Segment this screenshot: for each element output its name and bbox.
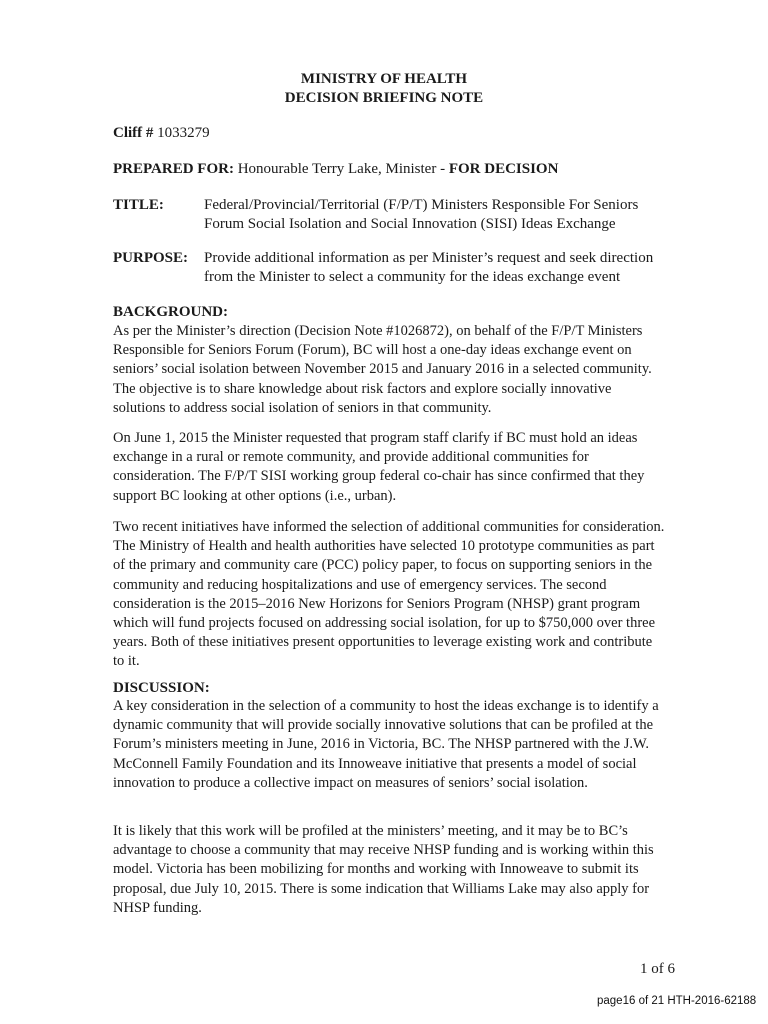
note-type-title: DECISION BRIEFING NOTE — [284, 90, 484, 106]
discussion-paragraph-2: It is likely that this work will be profiled at the ministers’ meeting, and it may be to BC’s advantage to choose a community that may receive NHSP funding and is working within this model. Victoria has been mobilizing for months and working with Innoweave to submit its proposal, due July 10, 2015. There is some indication that Williams Lake may also apply for NHSP funding. — [113, 823, 654, 916]
prepared-for-label: PREPARED FOR: — [113, 161, 234, 177]
background-paragraph-1: As per the Minister’s direction (Decision Note #1026872), on behalf of the F/P/T Ministers Responsible for Seniors Forum (Forum), BC will host a one-day ideas exchange event on seniors’ social isolation between November 2015 and January 2016 in a selected community. The objective is to share knowledge about risk factors and explore socially innovative solutions to address social isolation of seniors in that community. — [113, 323, 652, 416]
cliff-line — [113, 124, 210, 143]
purpose-label: PURPOSE: — [113, 250, 188, 266]
page-number: 1 of 6 — [640, 961, 675, 977]
prepared-for-value: Honourable Terry Lake, Minister - — [237, 161, 446, 177]
ministry-title: MINISTRY OF HEALTH — [300, 71, 468, 87]
discussion-heading: DISCUSSION: — [113, 680, 210, 696]
prepared-for-emphasis: FOR DECISION — [448, 161, 559, 177]
title-label: TITLE: — [113, 197, 164, 213]
background-paragraph-3: Two recent initiatives have informed the selection of additional communities for consideration. The Ministry of Health and health authorities have selected 10 prototype communities as part of the primary and community care (PCC) policy paper, to focus on supporting seniors in the community and reducing hospitalizations and use of emergency services. The second consideration is the 2015–2016 New Horizons for Seniors Program (NHSP) grant program which will fund projects focused on addressing social isolation, for up to $750,000 over three years. Both of these initiatives present opportunities to leverage existing work and contribute to it. — [113, 519, 665, 670]
discussion-paragraph-1: A key consideration in the selection of a community to host the ideas exchange is to identify a dynamic community that will provide socially innovative solutions that can be profiled at the Forum’s ministers meeting in June, 2016 in Victoria, BC. The NHSP partnered with the J.W. McConnell Family Foundation and its Innoweave initiative that presents a model of social innovation to produce a collective impact on measures of seniors’ social isolation. — [113, 698, 659, 791]
background-heading: BACKGROUND: — [113, 304, 228, 320]
background-paragraph-2: On June 1, 2015 the Minister requested that program staff clarify if BC must hold an ideas exchange in a rural or remote community, and provide additional communities for consideration. The F/P/T SISI working group federal co-chair has since confirmed that they support BC looking at other options (i.e., urban). — [113, 430, 645, 504]
purpose-value: Provide additional information as per Minister’s request and seek direction from the Minister to select a community for the ideas exchange event — [204, 250, 654, 285]
title-value: Federal/Provincial/Territorial (F/P/T) Ministers Responsible For Seniors Forum Social Isolation and Social Innovation (SISI) Ideas Exchange — [204, 197, 639, 232]
document-header — [0, 70, 768, 108]
cliff-label: Cliff # — [113, 125, 154, 141]
prepared-for-line — [113, 160, 558, 179]
footer-stamp: page16 of 21 HTH-2016-62188 — [597, 995, 757, 1007]
cliff-number: 1033279 — [157, 125, 210, 141]
